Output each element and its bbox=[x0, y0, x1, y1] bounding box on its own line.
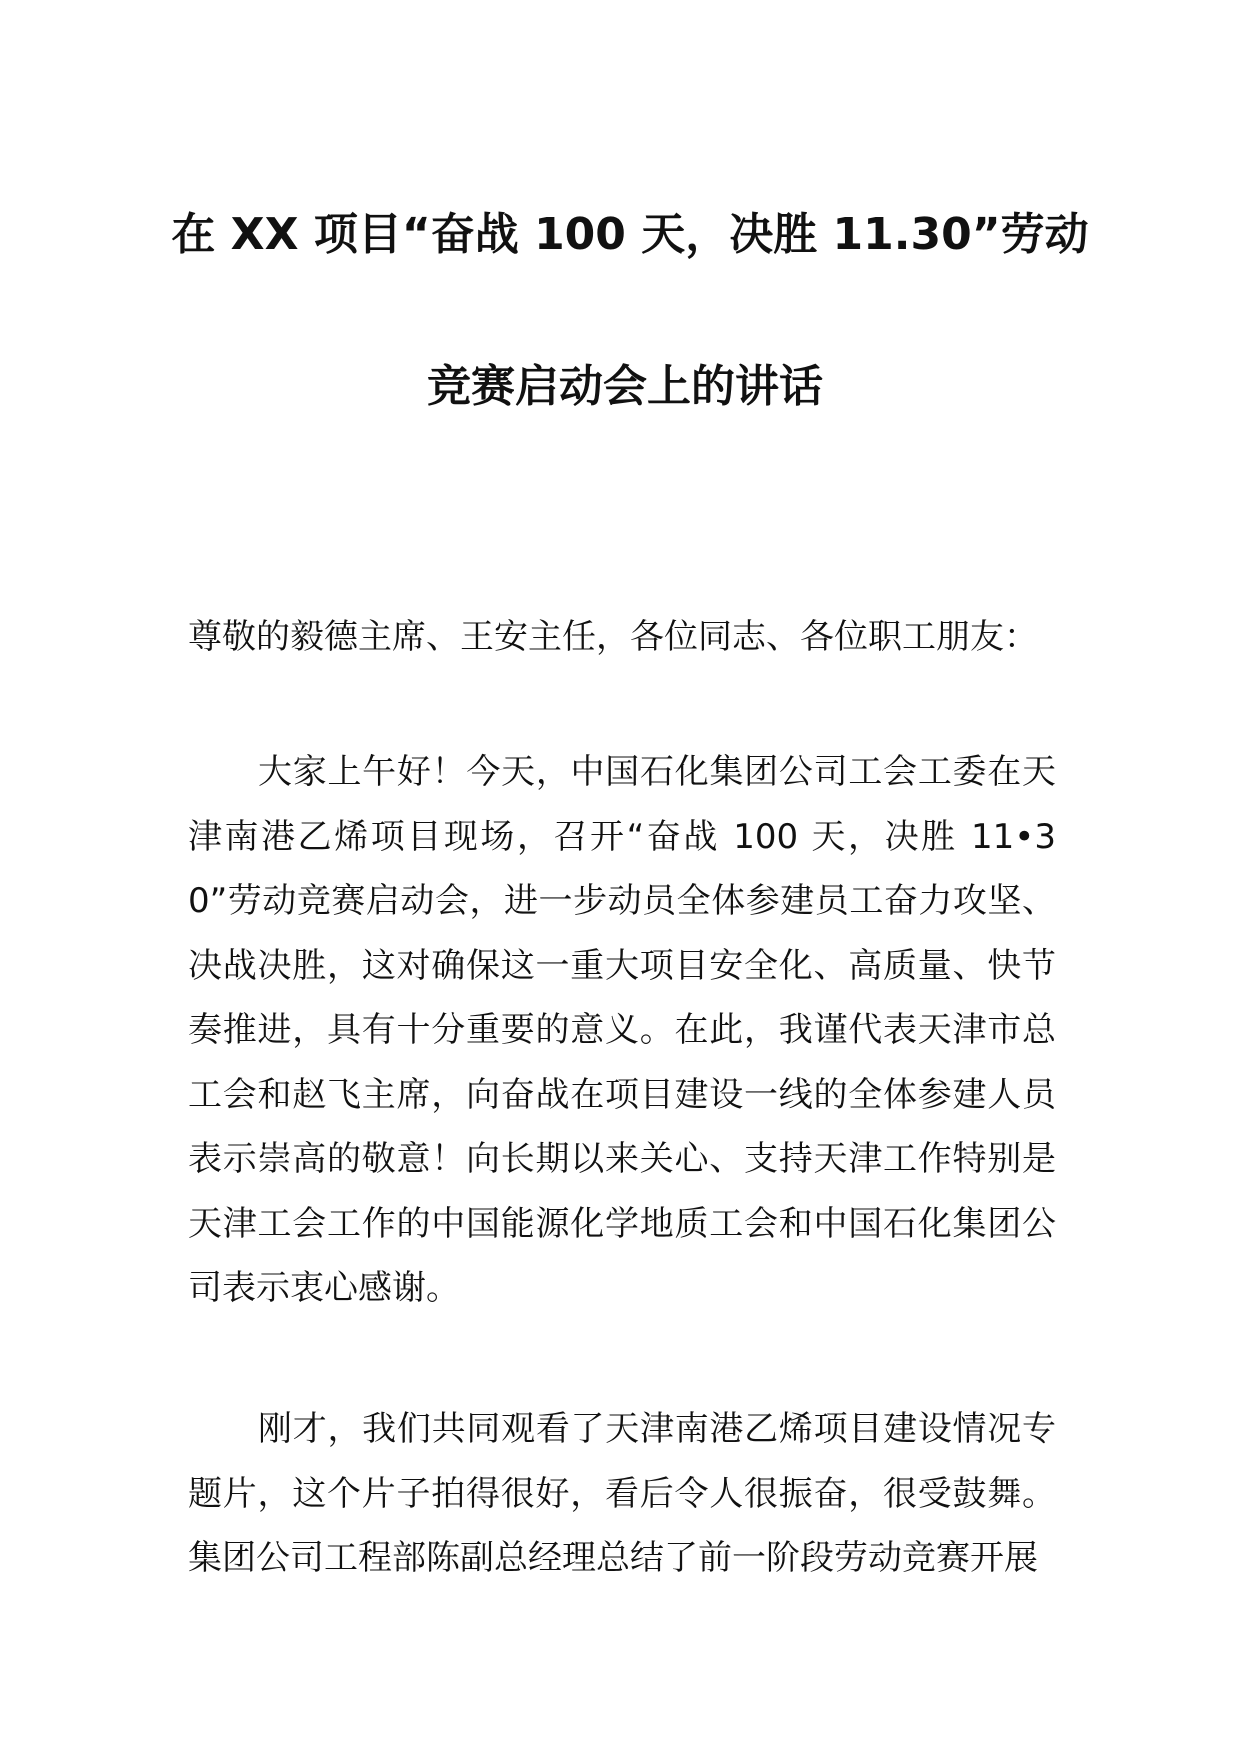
document-title-line-1: 在 XX 项目“奋战 100 天，决胜 11.30”劳动 bbox=[171, 209, 1089, 260]
salutation: 尊敬的毅德主席、王安主任，各位同志、各位职工朋友： bbox=[188, 617, 1038, 657]
document-title-line-2: 竞赛启动会上的讲话 bbox=[427, 361, 823, 412]
body-paragraph-1: 大家上午好！今天，中国石化集团公司工会工委在天津南港乙烯项目现场，召开“奋战 100 天，决胜 11•30”劳动竞赛启动会，进一步动员全体参建员工奋力攻坚、决战决胜，这对确保这一重大项目安全化、高质量、快节奏推进，具有十分重要的意义。在此，我谨代表天津市总工会和赵飞主席，向奋战在项目建设一线的全体参建人员表示崇高的敬意！向长期以来关心、支持天津工作特别是天津工会工作的中国能源化学地质工会和中国石化集团公司表示衷心感谢。 bbox=[188, 752, 1056, 1308]
body-paragraph-2: 刚才，我们共同观看了天津南港乙烯项目建设情况专题片，这个片子拍得很好，看后令人很振奋，很受鼓舞。集团公司工程部陈副总经理总结了前一阶段劳动竞赛开展 bbox=[188, 1409, 1056, 1578]
